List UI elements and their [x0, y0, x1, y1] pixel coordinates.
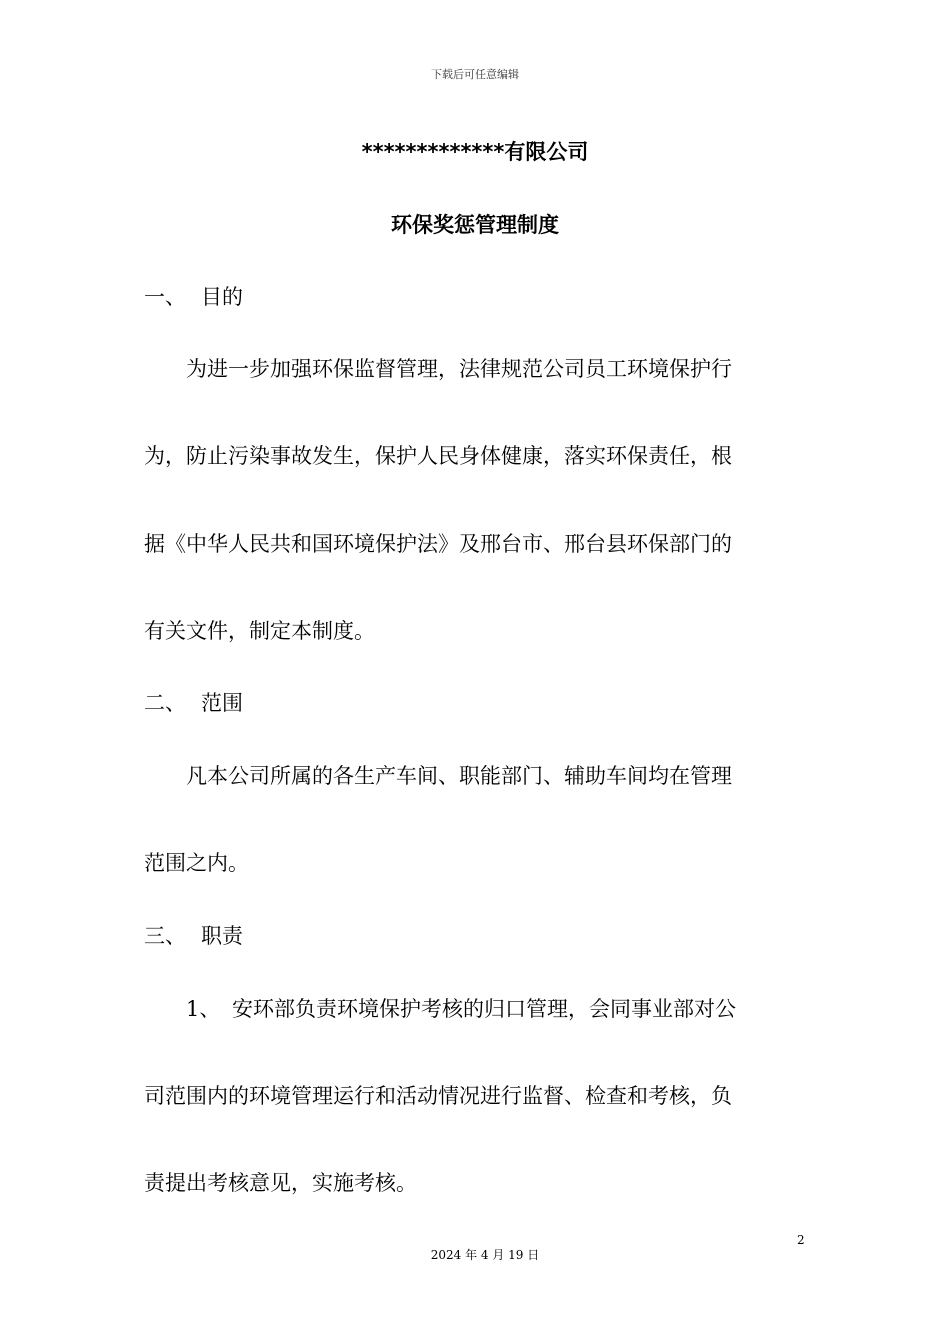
- paragraph-line: 为，防止污染事故发生，保护人民身体健康，落实环保责任，根: [144, 444, 732, 468]
- section-heading-responsibilities: [144, 921, 243, 951]
- paragraph-line: 据《中华人民共和国环境保护法》及邢台市、邢台县环保部门的: [144, 532, 732, 556]
- section-number: 三、: [144, 924, 186, 948]
- section-title: 目的: [201, 285, 243, 309]
- page-number: 2: [797, 1233, 805, 1247]
- paragraph-line: 司范围内的环境管理运行和活动情况进行监督、检查和考核，负: [144, 1084, 732, 1108]
- section-title: 范围: [201, 691, 243, 715]
- footer-date: 2024 年 4 月 19 日: [430, 1248, 540, 1262]
- section-title: 职责: [201, 924, 243, 948]
- company-title: *************有限公司: [361, 140, 589, 164]
- section-number: 一、: [144, 285, 186, 309]
- document-title: 环保奖惩管理制度: [391, 213, 559, 237]
- section-heading-purpose: [144, 282, 243, 312]
- list-item-text: 安环部负责环境保护考核的归口管理，会同事业部对公: [232, 997, 736, 1021]
- section-heading-scope: [144, 688, 243, 718]
- header-note: 下载后可任意编辑: [431, 68, 519, 81]
- paragraph-line: 有关文件，制定本制度。: [144, 619, 375, 643]
- paragraph-line: 范围之内。: [144, 851, 249, 875]
- paragraph-line: 责提出考核意见，实施考核。: [144, 1171, 417, 1195]
- paragraph-line: 凡本公司所属的各生产车间、职能部门、辅助车间均在管理: [186, 764, 732, 788]
- list-item-number: 1、: [186, 997, 221, 1021]
- paragraph-line: 为进一步加强环保监督管理，法律规范公司员工环境保护行: [186, 357, 732, 381]
- section-number: 二、: [144, 691, 186, 715]
- list-item-line: [186, 994, 806, 1024]
